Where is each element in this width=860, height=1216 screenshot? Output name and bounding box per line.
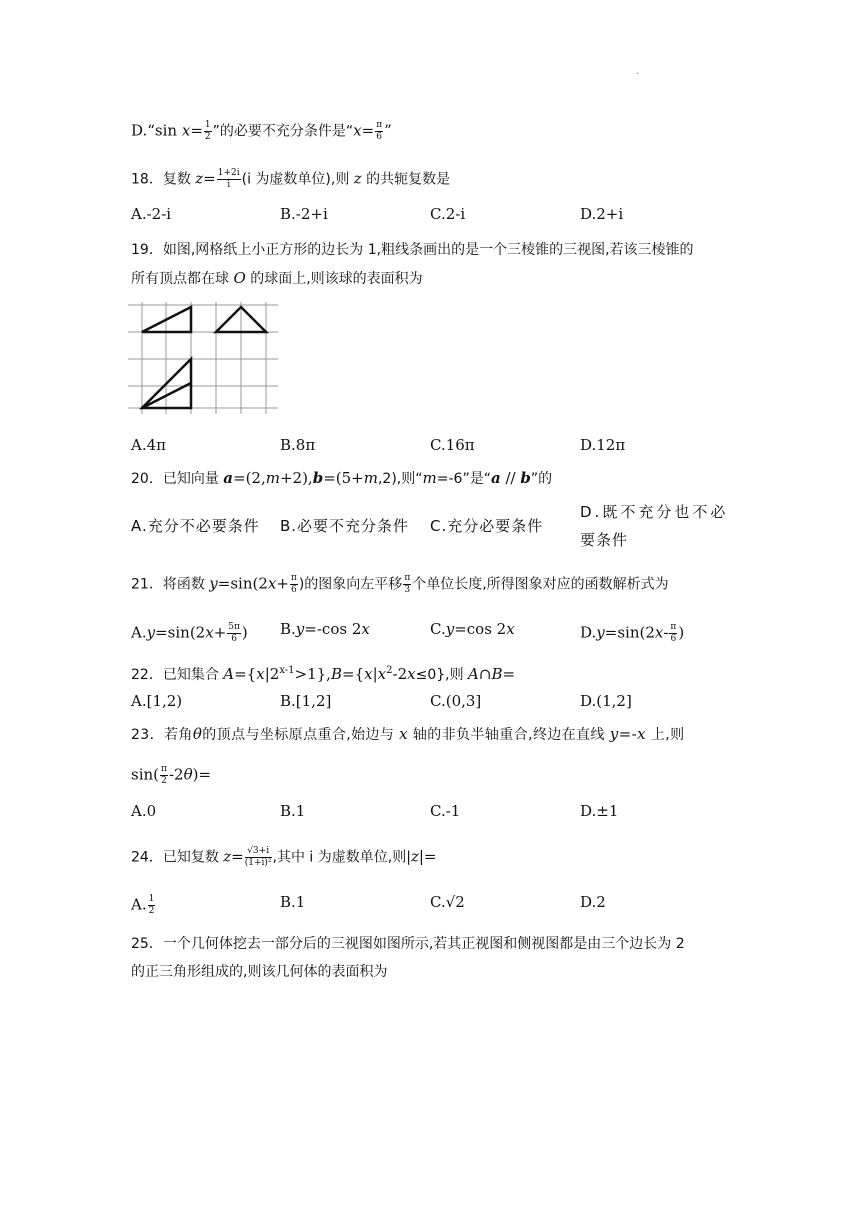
fraction: $\frac{5\pi}{6}$ — [228, 622, 240, 644]
fraction: $\frac{1}{2}$ — [204, 120, 211, 142]
fraction: $\frac{\pi}{6}$ — [376, 120, 383, 142]
q22-option-a: A.[1,2) — [131, 692, 183, 710]
q18-stem: 18．复数 z= $\frac{1+2i}{i}$ (i 为虚数单位),则 z 的共轭复数是 — [131, 168, 451, 190]
q18-option-a: A.-2-i — [131, 205, 172, 223]
fraction: $\frac{1}{2}$ — [148, 894, 155, 916]
q22-stem: 22．已知集合 $A=\{x|2^{x-1}>1\},B=\{x|x^2-2x\le 0\}$,则 A∩B= — [131, 665, 516, 683]
q23-option-a: A.0 — [131, 802, 157, 820]
q20-option-c: C.充分必要条件 — [430, 517, 544, 535]
q23-stem-line2: sin( $\frac{\pi}{2}$ -2θ)= — [131, 764, 212, 786]
q20-option-d-line1: D.既不充分也不必 — [580, 503, 729, 521]
fraction: $\frac{1+2i}{i}$ — [217, 168, 240, 190]
q18-option-d: D.2+i — [580, 205, 624, 223]
q19-stem-line1: 19．如图,网格纸上小正方形的边长为 1,粗线条画出的是一个三棱锥的三视图,若该三棱锥的 — [131, 242, 694, 258]
q21-stem: 21．将函数 y=sin(2x+ $\frac{\pi}{6}$ )的图象向左平移 $\frac{\pi}{3}$ 个单位长度,所得图象对应的函数解析式为 — [131, 573, 669, 595]
q24-option-d: D.2 — [580, 893, 606, 911]
q19-option-c: C.16π — [430, 436, 475, 454]
q25-stem-line1: 25．一个几何体挖去一部分后的三视图如图所示,若其正视图和侧视图都是由三个边长为 2 — [131, 936, 685, 952]
fraction: $\frac{\pi}{6}$ — [290, 573, 297, 595]
q20-stem: 20．已知向量 a=(2,m+2),b=(5+m,2),则“m=-6”是“a // b”的 — [131, 469, 553, 487]
fraction: $\frac{\pi}{2}$ — [161, 764, 167, 786]
q23-option-c: C.-1 — [430, 802, 461, 820]
q22-option-d: D.(1,2] — [580, 692, 632, 710]
q24-option-a: A. $\frac{1}{2}$ — [131, 894, 155, 916]
q21-option-a: A.y=sin(2x+ $\frac{5\pi}{6}$ ) — [131, 622, 248, 644]
q24-stem: 24．已知复数 z= $\frac{√3+i}{\text{(1+i)²}}$ ,其中 i 为虚数单位,则|z|= — [131, 846, 437, 868]
fraction: $\frac{√3+i}{\text{(1+i)²}}$ — [244, 846, 272, 868]
q18-option-c: C.2-i — [430, 205, 466, 223]
corner-mark: . — [636, 66, 640, 77]
fraction: $\frac{\pi}{6}$ — [670, 622, 677, 644]
q20-option-d-line2: 要条件 — [580, 531, 629, 549]
q19-option-b: B.8π — [280, 436, 316, 454]
q24-option-c: C.√2 — [430, 893, 465, 911]
q22-option-c: C.(0,3] — [430, 692, 482, 710]
q20-option-b: B.必要不充分条件 — [280, 517, 410, 535]
q22-option-b: B.[1,2] — [280, 692, 332, 710]
three-view-grid-figure — [128, 302, 278, 414]
q19-option-d: D.12π — [580, 436, 626, 454]
q21-option-c: C.y=cos 2x — [430, 620, 515, 638]
q19-stem-line2: 所有顶点都在球 O 的球面上,则该球的表面积为 — [131, 269, 423, 287]
q19-option-a: A.4π — [131, 436, 167, 454]
q18-option-b: B.-2+i — [280, 205, 328, 223]
q23-option-b: B.1 — [280, 802, 306, 820]
q21-option-b: B.y=-cos 2x — [280, 620, 370, 638]
q20-option-a: A.充分不必要条件 — [131, 517, 260, 535]
fraction: $\frac{\pi}{3}$ — [404, 573, 411, 595]
q23-option-d: D.±1 — [580, 802, 619, 820]
q17-option-d: D.“sin x= $\frac{1}{2}$ ”的必要不充分条件是“x= $\frac{\pi}{6}$ ” — [131, 120, 392, 142]
q24-option-b: B.1 — [280, 893, 306, 911]
q25-stem-line2: 的正三角形组成的,则该几何体的表面积为 — [131, 964, 388, 980]
q21-option-d: D.y=sin(2x- $\frac{\pi}{6}$ ) — [580, 622, 685, 644]
q23-stem-line1: 23．若角θ的顶点与坐标原点重合,始边与 x 轴的非负半轴重合,终边在直线 y=-x 上,则 — [131, 725, 685, 743]
